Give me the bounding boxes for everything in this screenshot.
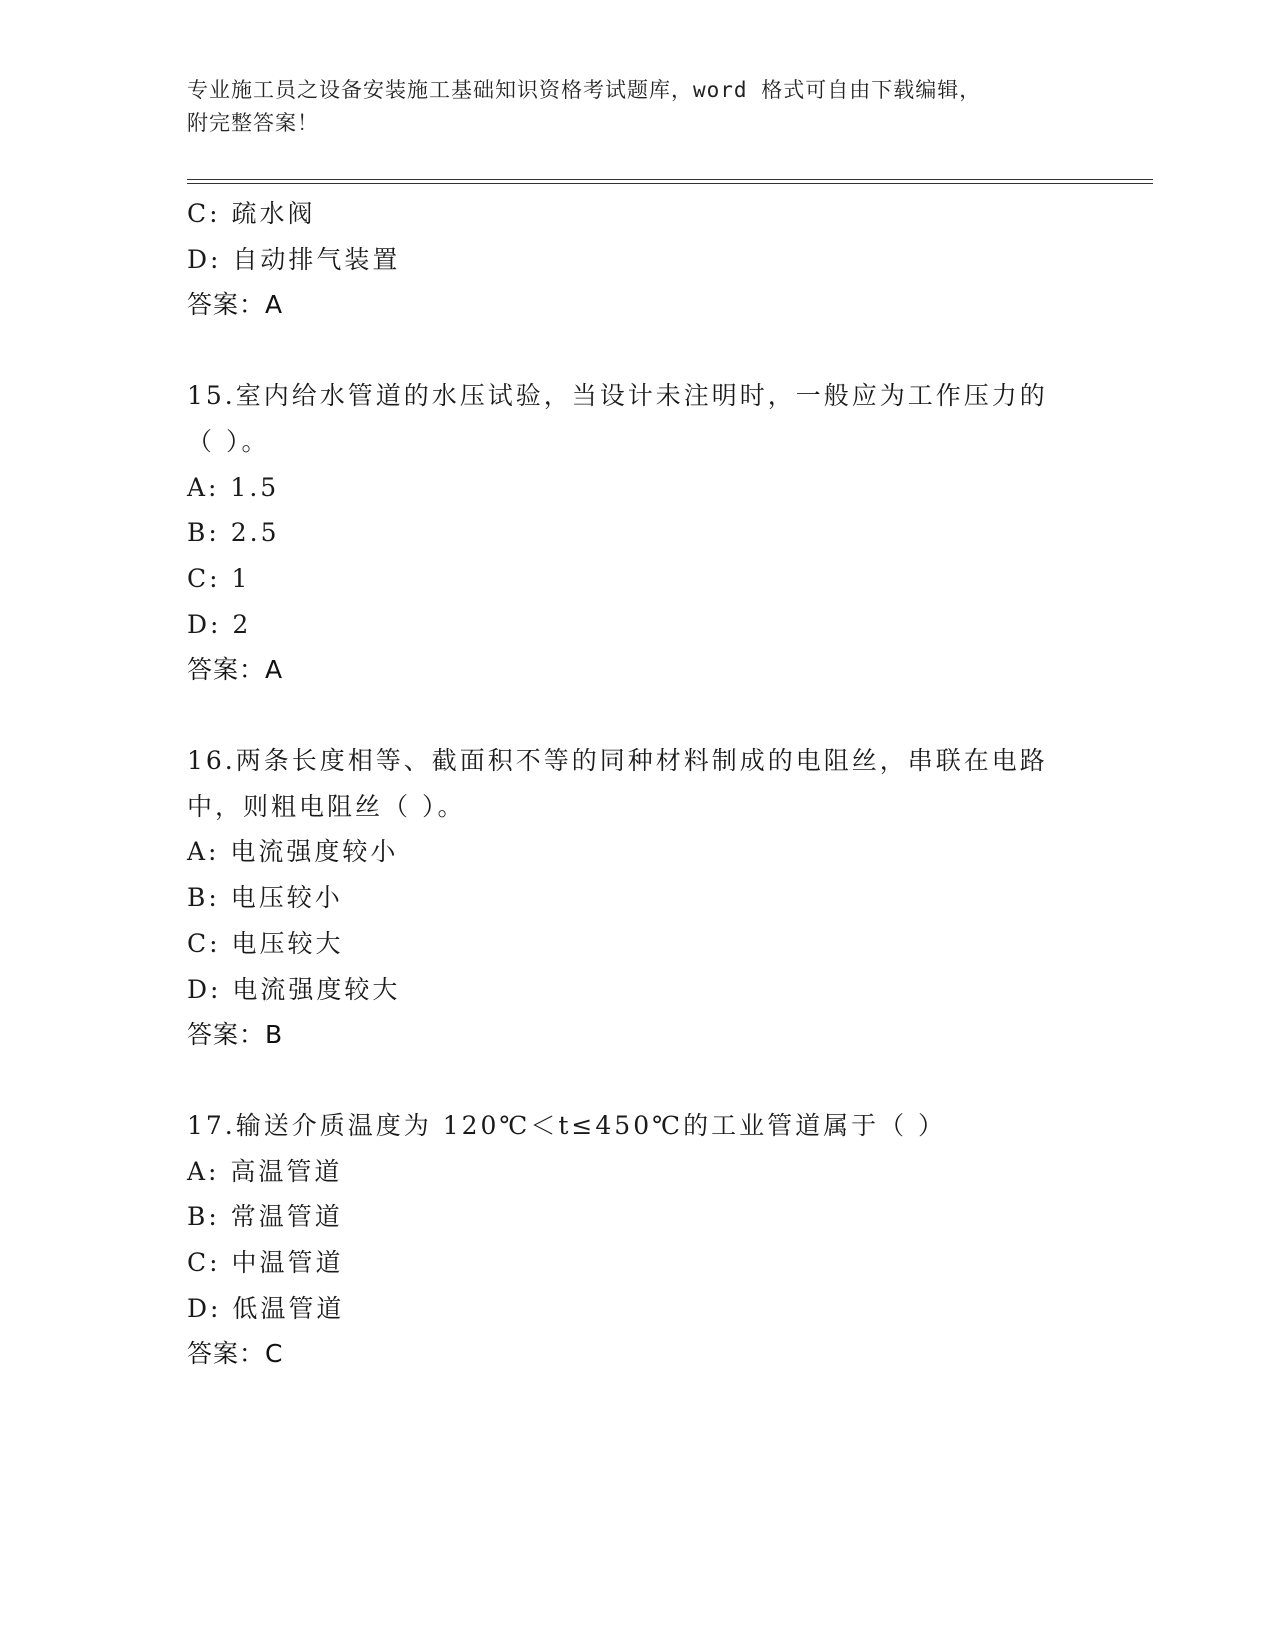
option-d: D: 自动排气装置 [187, 244, 401, 274]
option-a: A: 高温管道 [187, 1156, 343, 1186]
question-15 [187, 373, 1087, 693]
option-b: B: 电压较小 [187, 883, 343, 913]
option-d: D: 2 [187, 609, 252, 639]
option-c: C: 电压较大 [187, 928, 344, 958]
option-d: D: 低温管道 [187, 1293, 345, 1323]
option-b: B: 2.5 [187, 518, 280, 548]
header-line-1: 专业施工员之设备安装施工基础知识资格考试题库，word 格式可自由下载编辑， [187, 78, 982, 102]
option-b: B: 常温管道 [187, 1202, 343, 1232]
header-rule-bottom [187, 183, 1153, 184]
question-stem: 16.两条长度相等、截面积不等的同种材料制成的电阻丝，串联在电路 [187, 746, 1048, 776]
question-stem-continued: 中，则粗电阻丝（ ）。 [187, 791, 466, 821]
spacer [187, 1058, 1087, 1103]
spacer [187, 328, 1087, 373]
question-list [187, 191, 1087, 1377]
header-line-2: 附完整答案！ [187, 111, 319, 135]
option-c: C: 疏水阀 [187, 199, 316, 228]
option-c: C: 1 [187, 563, 251, 593]
question-stem: 15.室内给水管道的水压试验，当设计未注明时，一般应为工作压力的 [187, 381, 1048, 411]
header-rule-top [187, 179, 1153, 180]
question-17 [187, 1103, 1087, 1377]
option-d: D: 电流强度较大 [187, 974, 401, 1004]
option-a: A: 电流强度较小 [187, 837, 399, 867]
option-a: A: 1.5 [187, 472, 280, 502]
question-stem: 17.输送介质温度为 120℃＜t≤450℃的工业管道属于（ ） [187, 1110, 947, 1140]
answer-line: 答案：B [187, 1020, 284, 1050]
option-c: C: 中温管道 [187, 1248, 344, 1278]
document-header [187, 74, 1077, 140]
answer-line: 答案：C [187, 1339, 284, 1369]
spacer [187, 693, 1087, 738]
question-14-continued [187, 191, 1087, 328]
question-16 [187, 738, 1087, 1058]
answer-line: 答案：A [187, 290, 284, 320]
question-stem-continued: （ ）。 [187, 426, 270, 456]
answer-line: 答案：A [187, 655, 284, 685]
